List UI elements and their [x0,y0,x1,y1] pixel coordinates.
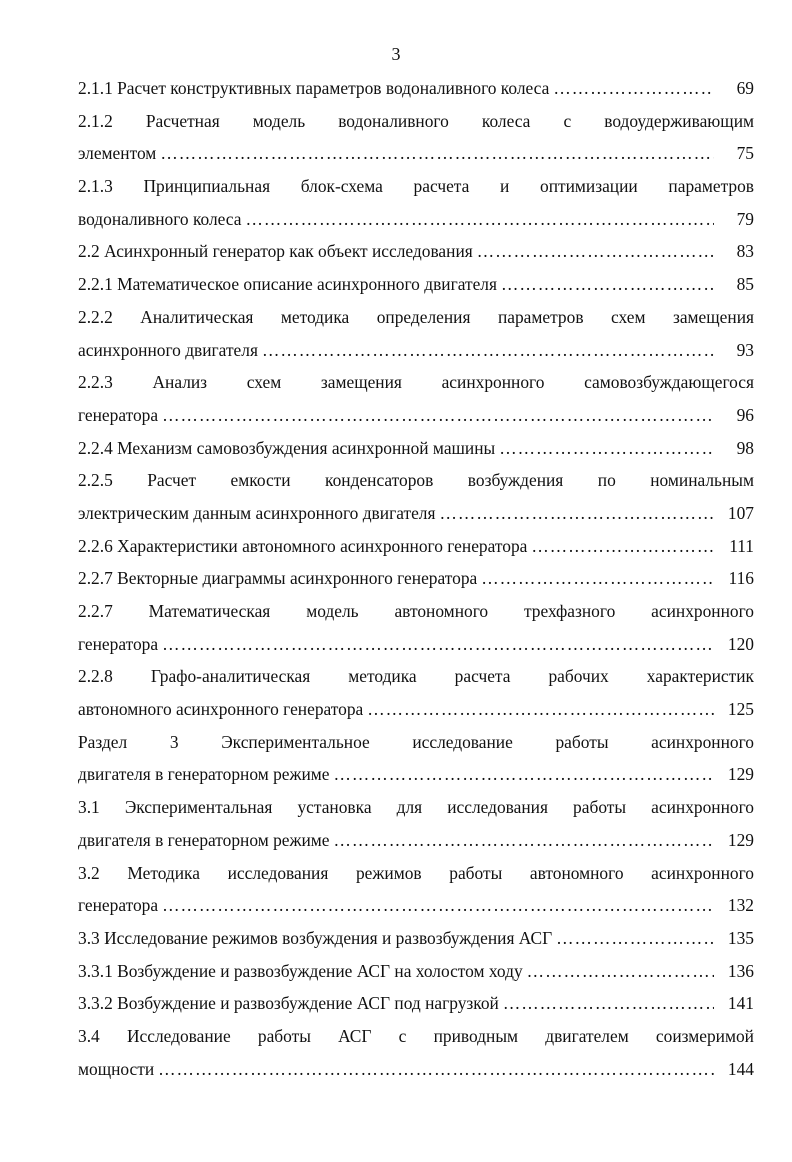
toc-entry-last-line [78,758,754,791]
toc-entry [78,660,754,725]
toc-entry-title: асинхронного двигателя [78,339,258,360]
table-of-contents [78,72,754,1085]
toc-entry-page-number: 85 [736,274,754,295]
toc-entry [78,1020,754,1085]
toc-entry-last-line [78,72,754,105]
toc-entry-title: 2.2.1 Математическое описание асинхронного двигателя [78,274,497,295]
toc-entry-page-number: 136 [727,960,754,981]
toc-entry-last-line [78,432,754,465]
toc-entry-last-line [78,922,754,955]
toc-entry-last-line [78,955,754,988]
dot-leader [334,824,714,857]
toc-entry [78,366,754,431]
toc-entry-title-line: 3.2 Методика исследования режимов работы автономного асинхронного [78,862,754,883]
toc-entry-last-line [78,628,754,661]
toc-entry [78,791,754,856]
toc-entry-last-line [78,562,754,595]
toc-entry-page-number: 98 [736,437,754,458]
toc-entry-page-number: 93 [736,339,754,360]
dot-leader [160,137,714,170]
toc-entry-title-line: Раздел 3 Экспериментальное исследование работы асинхронного [78,731,754,752]
toc-entry [78,105,754,170]
toc-entry-page-number: 116 [728,568,754,589]
toc-entry-last-line [78,987,754,1020]
dot-leader [553,72,714,105]
toc-entry-last-line [78,889,754,922]
toc-entry [78,301,754,366]
dot-leader [245,203,714,236]
dot-leader [556,922,714,955]
toc-entry-title: генератора [78,895,159,916]
toc-entry-page-number: 75 [736,143,754,164]
toc-entry [78,857,754,922]
dot-leader [503,987,714,1020]
toc-entry [78,726,754,791]
dot-leader [531,530,714,563]
toc-entry-page-number: 107 [727,502,754,523]
toc-entry-last-line [78,530,754,563]
toc-entry-title: 2.2.7 Векторные диаграммы асинхронного генератора [78,568,478,589]
toc-entry-title: 3.3 Исследование режимов возбуждения и развозбуждения АСГ [78,927,553,948]
toc-entry [78,530,754,563]
toc-entry-title: электрическим данным асинхронного двигателя [78,502,436,523]
toc-entry-page-number: 132 [727,895,754,916]
toc-entry-title: 3.3.2 Возбуждение и развозбуждение АСГ под нагрузкой [78,993,499,1014]
toc-entry-last-line [78,334,754,367]
dot-leader [162,399,714,432]
toc-entry-page-number: 120 [727,633,754,654]
toc-entry-title-line: 2.2.8 Графо-аналитическая методика расчета рабочих характеристик [78,666,754,687]
toc-entry-title: генератора [78,404,159,425]
toc-entry [78,987,754,1020]
toc-entry-title: 3.3.1 Возбуждение и развозбуждение АСГ на холостом ходу [78,960,523,981]
toc-entry-page-number: 129 [727,764,754,785]
toc-entry-page-number: 135 [727,927,754,948]
toc-entry-page-number: 69 [736,78,754,98]
toc-entry-title: двигателя в генераторном режиме [78,764,330,785]
dot-leader [162,889,714,922]
dot-leader [334,758,714,791]
dot-leader [158,1053,714,1086]
page-number: 3 [391,44,401,64]
toc-entry-title: автономного асинхронного генератора [78,699,364,720]
dot-leader [439,497,714,530]
toc-entry-title: генератора [78,633,159,654]
dot-leader [162,628,714,661]
toc-entry-title: двигателя в генераторном режиме [78,829,330,850]
dot-leader [262,334,714,367]
toc-entry-page-number: 125 [727,699,754,720]
toc-entry [78,432,754,465]
toc-entry-title: элементом [78,143,157,164]
toc-entry [78,595,754,660]
toc-entry-last-line [78,235,754,268]
toc-entry-title-line: 3.4 Исследование работы АСГ с приводным двигателем соизмеримой [78,1025,754,1046]
toc-entry-title: 2.2.6 Характеристики автономного асинхронного генератора [78,535,528,556]
toc-entry [78,955,754,988]
toc-entry-last-line [78,1053,754,1086]
toc-entry-last-line [78,497,754,530]
toc-entry-title: мощности [78,1058,155,1079]
dot-leader [477,235,714,268]
toc-entry-title: 2.2 Асинхронный генератор как объект исследования [78,241,473,262]
toc-entry-page-number: 141 [727,993,754,1014]
toc-entry-page-number: 144 [727,1058,754,1079]
toc-entry-title-line: 2.1.3 Принципиальная блок-схема расчета и оптимизации параметров [78,176,754,197]
toc-entry [78,464,754,529]
toc-entry-title-line: 2.2.3 Анализ схем замещения асинхронного самовозбуждающегося [78,372,754,393]
toc-entry [78,235,754,268]
toc-entry-page-number: 96 [736,404,754,425]
toc-entry-page-number: 83 [736,241,754,262]
toc-entry-title-line: 2.2.7 Математическая модель автономного трехфазного асинхронного [78,601,754,621]
toc-entry-page-number: 79 [736,208,754,229]
toc-entry [78,268,754,301]
toc-entry-page-number: 111 [729,535,754,556]
dot-leader [527,955,714,988]
toc-entry-title-line: 2.2.5 Расчет емкости конденсаторов возбуждения по номинальным [78,470,754,491]
toc-entry-page-number: 129 [727,829,754,850]
dot-leader [367,693,714,726]
toc-entry-title: 2.1.1 Расчет конструктивных параметров водоналивного колеса [78,78,550,98]
toc-entry-last-line [78,693,754,726]
toc-entry-last-line [78,399,754,432]
toc-entry-title: 2.2.4 Механизм самовозбуждения асинхронной машины [78,437,496,458]
toc-entry-title-line: 2.2.2 Аналитическая методика определения параметров схем замещения [78,306,754,327]
toc-entry [78,922,754,955]
toc-entry-last-line [78,203,754,236]
dot-leader [499,432,714,465]
toc-entry-title: водоналивного колеса [78,208,242,229]
dot-leader [501,268,714,301]
toc-entry [78,562,754,595]
toc-entry-last-line [78,824,754,857]
toc-entry-last-line [78,137,754,170]
toc-entry [78,72,754,105]
toc-entry-title-line: 2.1.2 Расчетная модель водоналивного колеса с водоудерживающим [78,110,754,131]
toc-entry [78,170,754,235]
toc-entry-title-line: 3.1 Экспериментальная установка для исследования работы асинхронного [78,797,754,818]
dot-leader [481,562,714,595]
toc-entry-last-line [78,268,754,301]
